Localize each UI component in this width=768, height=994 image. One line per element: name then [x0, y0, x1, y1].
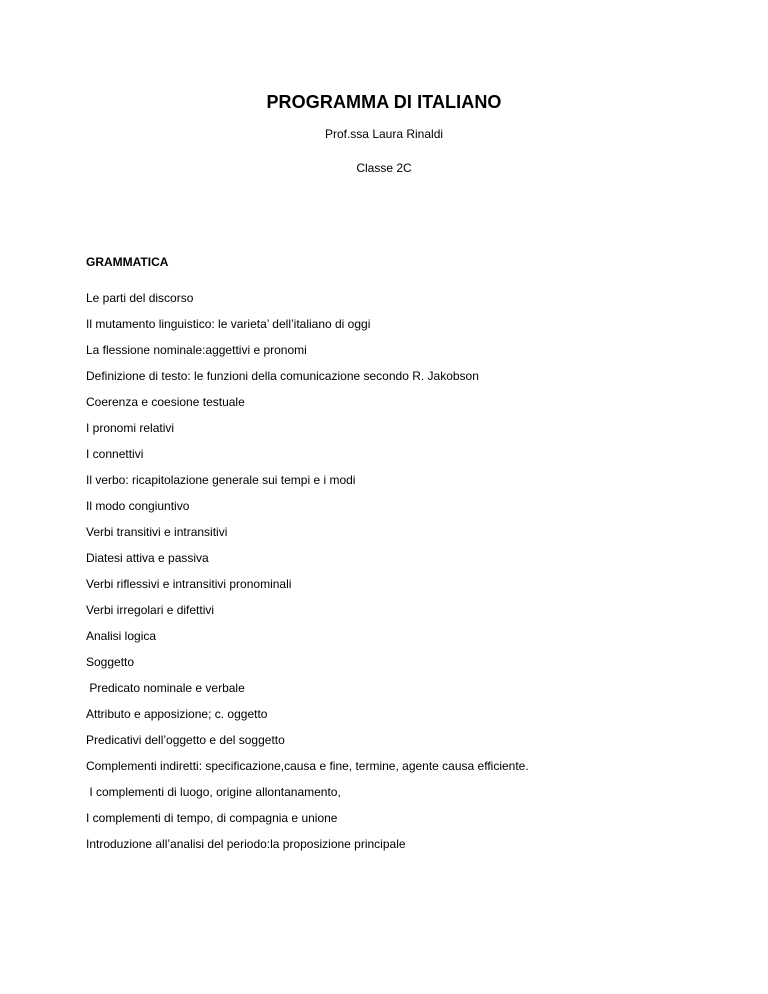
topic-item: Definizione di testo: le funzioni della comunicazione secondo R. Jakobson [86, 369, 479, 383]
topic-item: Complementi indiretti: specificazione,causa e fine, termine, agente causa efficiente. [86, 759, 529, 773]
topic-item: Verbi transitivi e intransitivi [86, 525, 228, 539]
topic-item: Predicato nominale e verbale [86, 681, 245, 695]
topic-item: La flessione nominale:aggettivi e pronomi [86, 343, 307, 357]
topic-item: Predicativi dell’oggetto e del soggetto [86, 733, 285, 747]
topic-item: I connettivi [86, 447, 144, 461]
topic-item: Introduzione all’analisi del periodo:la proposizione principale [86, 837, 406, 851]
topic-item: Soggetto [86, 655, 135, 669]
topic-item: I complementi di tempo, di compagnia e unione [86, 811, 338, 825]
topic-item: Verbi irregolari e difettivi [86, 603, 215, 617]
document-title: PROGRAMMA DI ITALIANO [266, 92, 502, 112]
topic-item: I pronomi relativi [86, 421, 175, 435]
topic-item: Il verbo: ricapitolazione generale sui tempi e i modi [86, 473, 356, 487]
topic-item: Coerenza e coesione testuale [86, 395, 245, 409]
topic-item: Verbi riflessivi e intransitivi pronominali [86, 577, 292, 591]
section-heading-grammatica: GRAMMATICA [86, 255, 169, 269]
topic-item: Il modo congiuntivo [86, 499, 190, 513]
class-name: Classe 2C [356, 161, 412, 175]
teacher-name: Prof.ssa Laura Rinaldi [324, 127, 444, 141]
topic-list [86, 285, 726, 857]
topic-item: Le parti del discorso [86, 291, 194, 305]
topic-item: Diatesi attiva e passiva [86, 551, 209, 565]
topic-item: Il mutamento linguistico: le varieta’ dell’italiano di oggi [86, 317, 371, 331]
topic-item: I complementi di luogo, origine allontanamento, [86, 785, 341, 799]
topic-item: Analisi logica [86, 629, 157, 643]
topic-item: Attributo e apposizione; c. oggetto [86, 707, 268, 721]
